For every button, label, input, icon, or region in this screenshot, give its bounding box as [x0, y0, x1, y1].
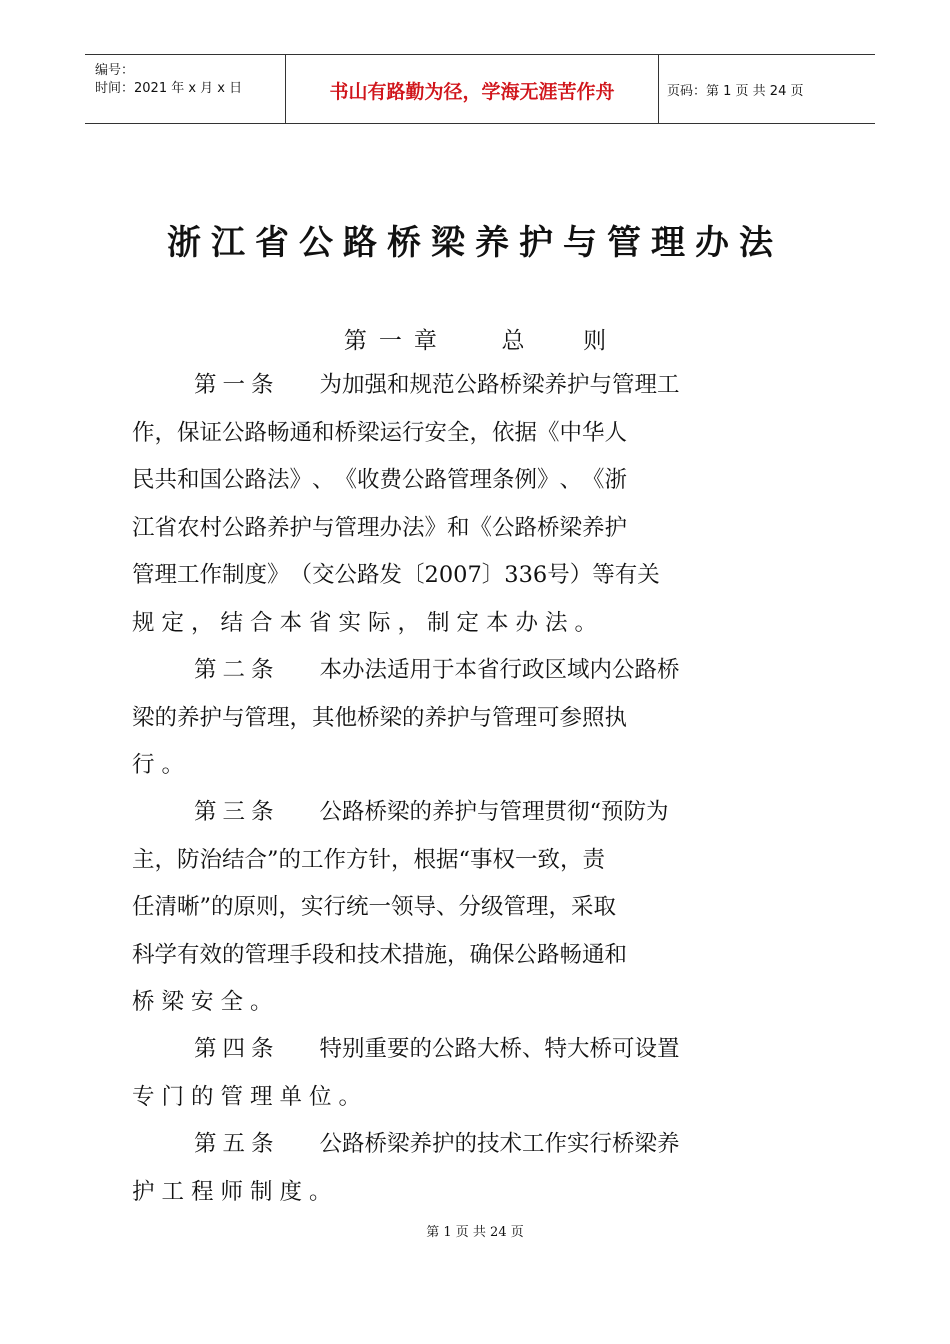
- article-line: [132, 647, 822, 695]
- article-line: [132, 457, 822, 505]
- article-text: 公​路​桥​梁​养​护​的​技​术​工​作​实​行​桥​梁​养: [319, 1131, 680, 1157]
- article-line: [132, 979, 822, 1027]
- article-line: [132, 884, 822, 932]
- document-header: [85, 54, 875, 124]
- article-text: 民​共​和​国​公​路​法​》​、​《​收​费​公​路​管​理​条​例​》​、​《​浙: [132, 467, 628, 493]
- article-text: 江​省​农​村​公​路​养​护​与​管​理​办​法​》​和​《​公​路​桥​梁​养​护: [132, 514, 628, 541]
- article-text: 管​理​工​作​制​度​》​（​交​公​路​发​〔​2​0​0​7​〕​3​3​6​号​）​等​有​关: [132, 562, 660, 588]
- article-line: [132, 362, 822, 410]
- article: [132, 362, 822, 647]
- article-text: 任​清​晰​”​的​原​则​，​实​行​统​一​领​导​、​分​级​管​理​，​采​取: [132, 894, 617, 920]
- page-footer: 第 1 页 共 24 页: [426, 1225, 524, 1240]
- chapter-name: 总: [501, 328, 525, 354]
- article-label: 第一条: [194, 372, 280, 398]
- article-line: [132, 837, 822, 885]
- article-text: 护工程师制度。: [132, 1178, 339, 1205]
- chapter-heading: [0, 322, 950, 355]
- article-line: [132, 742, 822, 790]
- article-line: [132, 1074, 822, 1122]
- article-text: 本​办​法​适​用​于​本​省​行​政​区​域​内​公​路​桥: [319, 657, 680, 683]
- article-line: [132, 695, 822, 743]
- article-text: 梁​的​养​护​与​管​理​，​其​他​桥​梁​的​养​护​与​管​理​可​参​照​执: [132, 704, 628, 731]
- article-label: 第二条: [194, 657, 280, 683]
- document-title: 浙江省公路桥梁养护与管理办法: [167, 223, 783, 263]
- article-label: 第五条: [194, 1131, 280, 1157]
- article-text: 科​学​有​效​的​管​理​手​段​和​技​术​措​施​，​确​保​公​路​畅​通​和: [132, 941, 628, 968]
- article-text: 桥梁安全。: [132, 989, 280, 1015]
- chapter-number: 第一章: [343, 328, 449, 354]
- article-text: 公​路​桥​梁​的​养​护​与​管​理​贯​彻​“​预​防​为: [319, 799, 669, 825]
- article-line: [132, 1026, 822, 1074]
- article-line: [132, 1169, 822, 1217]
- article: [132, 789, 822, 1027]
- article-text: 作​，​保​证​公​路​畅​通​和​桥​梁​运​行​安​全​，​依​据​《​中​华​人: [132, 419, 628, 446]
- header-motto-cell: [285, 55, 659, 123]
- article-line: [132, 1121, 822, 1169]
- header-page-cell: [658, 55, 875, 123]
- article-line: [132, 552, 822, 600]
- article-text: 规定，结合本省实际，制定本办法。: [132, 609, 605, 636]
- document-number-label: 编号：: [95, 63, 135, 78]
- article: [132, 1026, 822, 1121]
- article-label: 第四条: [194, 1036, 280, 1062]
- article-text: 特​别​重​要​的​公​路​大​桥​、​特​大​桥​可​设​置: [319, 1036, 680, 1062]
- article-text: 为​加​强​和​规​范​公​路​桥​梁​养​护​与​管​理​工: [319, 372, 680, 398]
- article-line: [132, 932, 822, 980]
- header-page-info: 页码：第 1 页 共 24 页: [667, 84, 804, 99]
- article-text: 主​，​防​治​结​合​”​的​工​作​方​针​，​根​据​“​事​权​一​致​，​责: [132, 846, 606, 873]
- article-line: [132, 600, 822, 648]
- article-line: [132, 410, 822, 458]
- header-motto: 书山有路勤为径，学海无涯苦作舟: [329, 81, 615, 103]
- header-meta: [85, 55, 285, 123]
- article-line: [132, 789, 822, 837]
- article-line: [132, 505, 822, 553]
- article: [132, 647, 822, 790]
- article-label: 第三条: [194, 799, 280, 825]
- document-time-label: 时间：2021 年 x 月 x 日: [95, 81, 243, 96]
- chapter-name-2: 则: [583, 328, 607, 354]
- article-text: 专门的管理单位。: [132, 1083, 369, 1110]
- article: [132, 1121, 822, 1216]
- article-text: 行。: [132, 752, 192, 778]
